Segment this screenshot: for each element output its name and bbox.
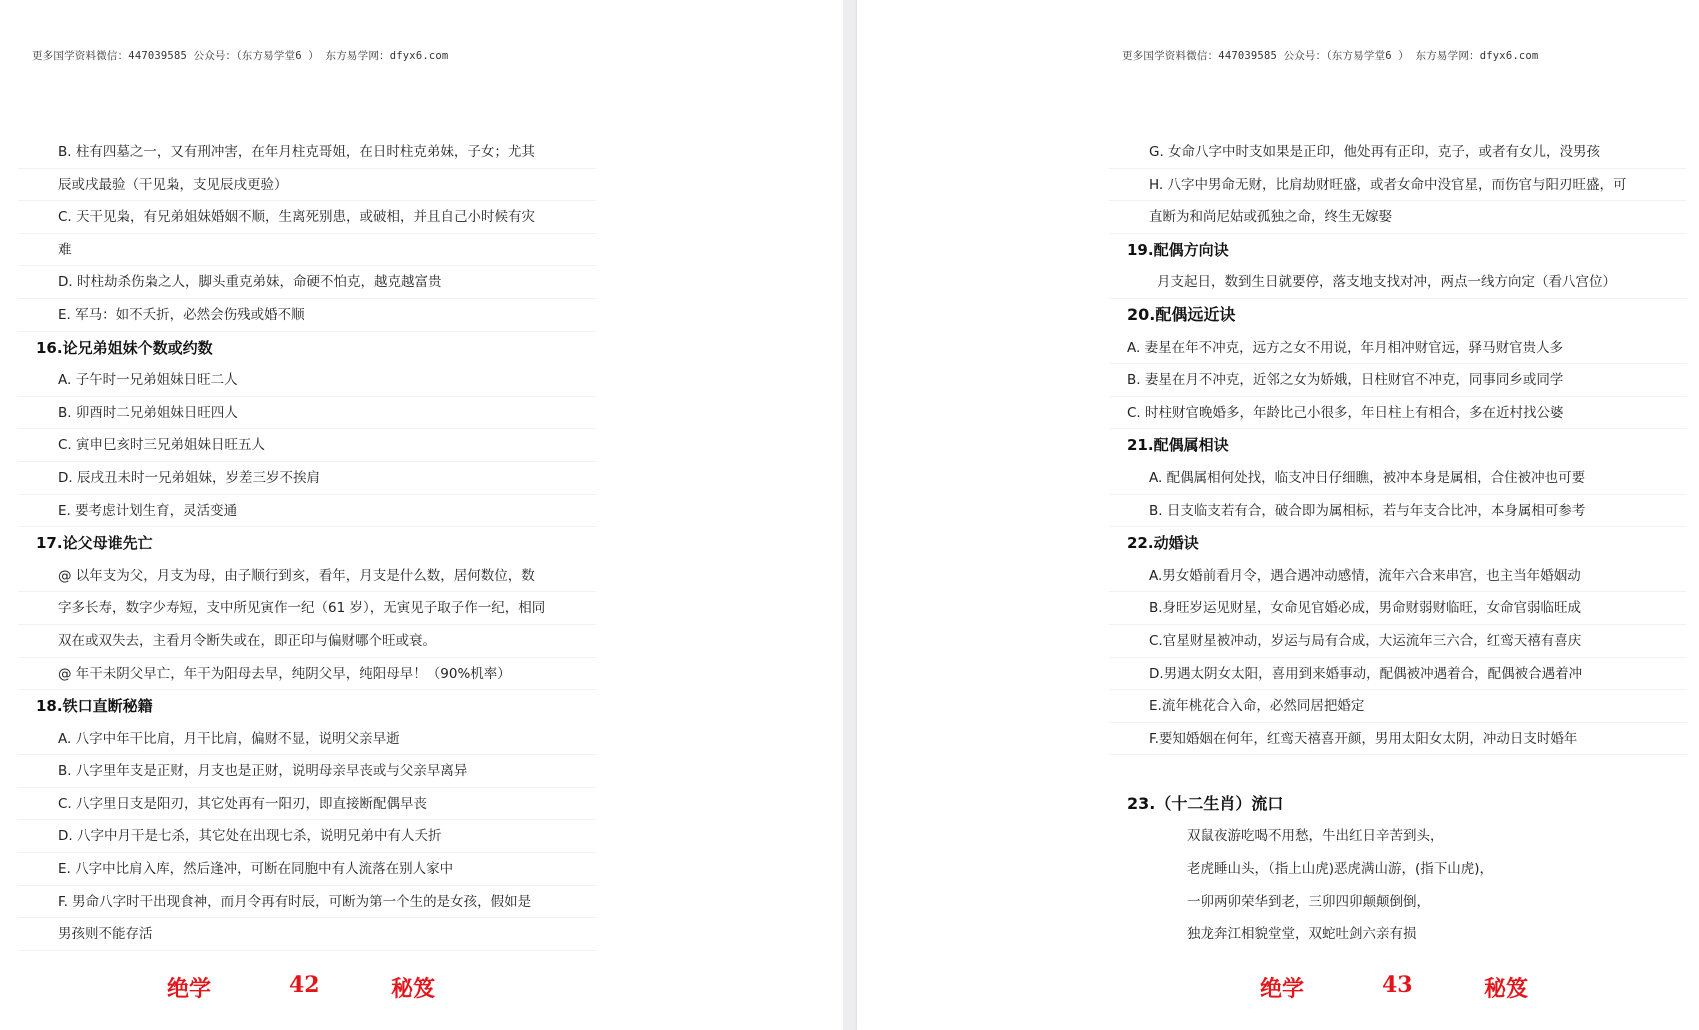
text-line: F. 男命八字时干出现食神，而月令再有时辰，可断为第一个生的是女孩，假如是 (36, 886, 596, 919)
text-line: A. 八字中年干比肩，月干比肩，偏财不显，说明父亲早逝 (36, 723, 596, 756)
footer-right-text: 秘笈 (391, 976, 436, 1002)
section-heading: 23.（十二生肖）流口 (1127, 793, 1284, 813)
text-line: A. 配偶属相何处找，临支冲日仔细瞧，被冲本身是属相，合住被冲也可要 (1127, 462, 1687, 495)
text-line: 字多长寿，数字少寿短，支中所见寅作一纪（61 岁），无寅见子取子作一纪，相同 (36, 592, 596, 625)
section-heading: 21.配偶属相诀 (1127, 436, 1229, 455)
text-line: B. 妻星在月不冲克，近邻之女为娇娥，日柱财官不冲克，同事同乡或同学 (1127, 364, 1687, 397)
footer-left-text: 绝学 (1260, 976, 1305, 1002)
text-line: E. 八字中比肩入库，然后逢冲，可断在同胞中有人流落在别人家中 (36, 853, 596, 886)
section-heading: 16.论兄弟姐妹个数或约数 (36, 338, 213, 357)
text-line: G. 女命八字中时支如果是正印，他处再有正印，克子，或者有女儿，没男孩 (1127, 136, 1687, 169)
text-line: 直断为和尚尼姑或孤独之命，终生无嫁娶 (1127, 201, 1687, 234)
text-line: E.流年桃花合入命，必然同居把婚定 (1127, 690, 1687, 723)
text-line: A. 子午时一兄弟姐妹日旺二人 (36, 364, 596, 397)
blank-line (1127, 755, 1687, 788)
footer-left-text: 绝学 (167, 976, 212, 1002)
section-heading: 18.铁口直断秘籍 (36, 697, 153, 716)
text-line: B. 日支临支若有合，破合即为属相标，若与年支合比冲，本身属相可参考 (1127, 495, 1687, 528)
text-line: F.要知婚姻在何年，红鸾天禧喜开颜，男用太阳女太阴，冲动日支时婚年 (1127, 723, 1687, 756)
footer-right-text: 秘笈 (1484, 976, 1529, 1002)
page-42 (0, 0, 843, 1030)
page-header: 更多国学资料微信：447039585 公众号：（东方易学堂6 ） 东方易学网：dfyx6.com (32, 50, 449, 62)
text-line: B. 八字里年支是正财，月支也是正财，说明母亲早丧或与父亲早离异 (36, 755, 596, 788)
page-number: 42 (289, 972, 320, 998)
section-heading: 22.动婚诀 (1127, 534, 1199, 553)
text-line: C. 八字里日支是阳刃，其它处再有一阳刃，即直接断配偶早丧 (36, 788, 596, 821)
text-line: 月支起日，数到生日就要停，落支地支找对冲，两点一线方向定（看八宫位） (1127, 266, 1687, 299)
page-body (36, 136, 596, 951)
section-heading: 17.论父母谁先亡 (36, 534, 153, 553)
section-heading: 19.配偶方向诀 (1127, 240, 1229, 259)
text-line: B.身旺岁运见财星，女命见官婚必成，男命财弱财临旺，女命官弱临旺成 (1127, 592, 1687, 625)
text-line: 一卯两卯荣华到老，三卯四卯颠颠倒倒， (1187, 893, 1430, 910)
text-line: C. 天干见枭，有兄弟姐妹婚姻不顺，生离死别患，或破相，并且自己小时候有灾 (36, 201, 596, 234)
text-line: 双在或双失去，主看月令断失或在，即正印与偏财哪个旺或衰。 (36, 625, 596, 658)
page-43 (857, 0, 1699, 1030)
page-header: 更多国学资料微信：447039585 公众号：（东方易学堂6 ） 东方易学网：dfyx6.com (1122, 50, 1539, 62)
text-line: D. 八字中月干是七杀，其它处在出现七杀，说明兄弟中有人夭折 (36, 820, 596, 853)
page-gutter (843, 0, 857, 1030)
page-number: 43 (1382, 972, 1413, 998)
text-line: @ 以年支为父，月支为母，由子顺行到亥，看年，月支是什么数，居何数位，数 (36, 560, 596, 593)
text-line: H. 八字中男命无财，比肩劫财旺盛，或者女命中没官星，而伤官与阳刃旺盛，可 (1127, 169, 1687, 202)
text-line: A.男女婚前看月令，遇合遇冲动感情，流年六合来串宫，也主当年婚姻动 (1127, 560, 1687, 593)
text-line: D.男遇太阴女太阳，喜用到来婚事动，配偶被冲遇着合，配偶被合遇着冲 (1127, 658, 1687, 691)
text-line: B. 柱有四墓之一，又有刑冲害，在年月柱克哥姐，在日时柱克弟妹，子女；尤其 (36, 136, 596, 169)
text-line: 独龙奔江相貌堂堂，双蛇吐剑六亲有损 (1187, 926, 1417, 943)
text-line: E. 要考虑计划生育，灵活变通 (36, 495, 596, 528)
text-line: A. 妻星在年不冲克，远方之女不用说，年月相冲财官远，驿马财官贵人多 (1127, 332, 1687, 365)
text-line: 辰或戌最验（干见枭，支见辰戌更验） (36, 169, 596, 202)
text-line: D. 辰戌丑未时一兄弟姐妹，岁差三岁不挨肩 (36, 462, 596, 495)
text-line: 双鼠夜游吃喝不用愁，牛出红日辛苦到头， (1187, 828, 1444, 845)
text-line: C. 寅申巳亥时三兄弟姐妹日旺五人 (36, 429, 596, 462)
text-line: E. 军马：如不夭折，必然会伤残或婚不顺 (36, 299, 596, 332)
text-line: 老虎睡山头，（指上山虎)恶虎满山游，(指下山虎)， (1187, 861, 1494, 878)
text-line: 男孩则不能存活 (36, 918, 596, 951)
text-line: B. 卯酉时二兄弟姐妹日旺四人 (36, 397, 596, 430)
text-line: D. 时柱劫杀伤枭之人，脚头重克弟妹，命硬不怕克，越克越富贵 (36, 266, 596, 299)
text-line: 难 (36, 234, 596, 267)
text-line: @ 年干未阴父早亡，年干为阳母去早，纯阴父早，纯阳母早！（90%机率） (36, 658, 596, 691)
section-heading: 20.配偶远近诀 (1127, 304, 1236, 324)
text-line: C.官星财星被冲动，岁运与局有合成，大运流年三六合，红鸾天禧有喜庆 (1127, 625, 1687, 658)
text-line: C. 时柱财官晚婚多，年龄比己小很多，年日柱上有相合，多在近村找公婆 (1127, 397, 1687, 430)
page-body (1127, 136, 1687, 951)
